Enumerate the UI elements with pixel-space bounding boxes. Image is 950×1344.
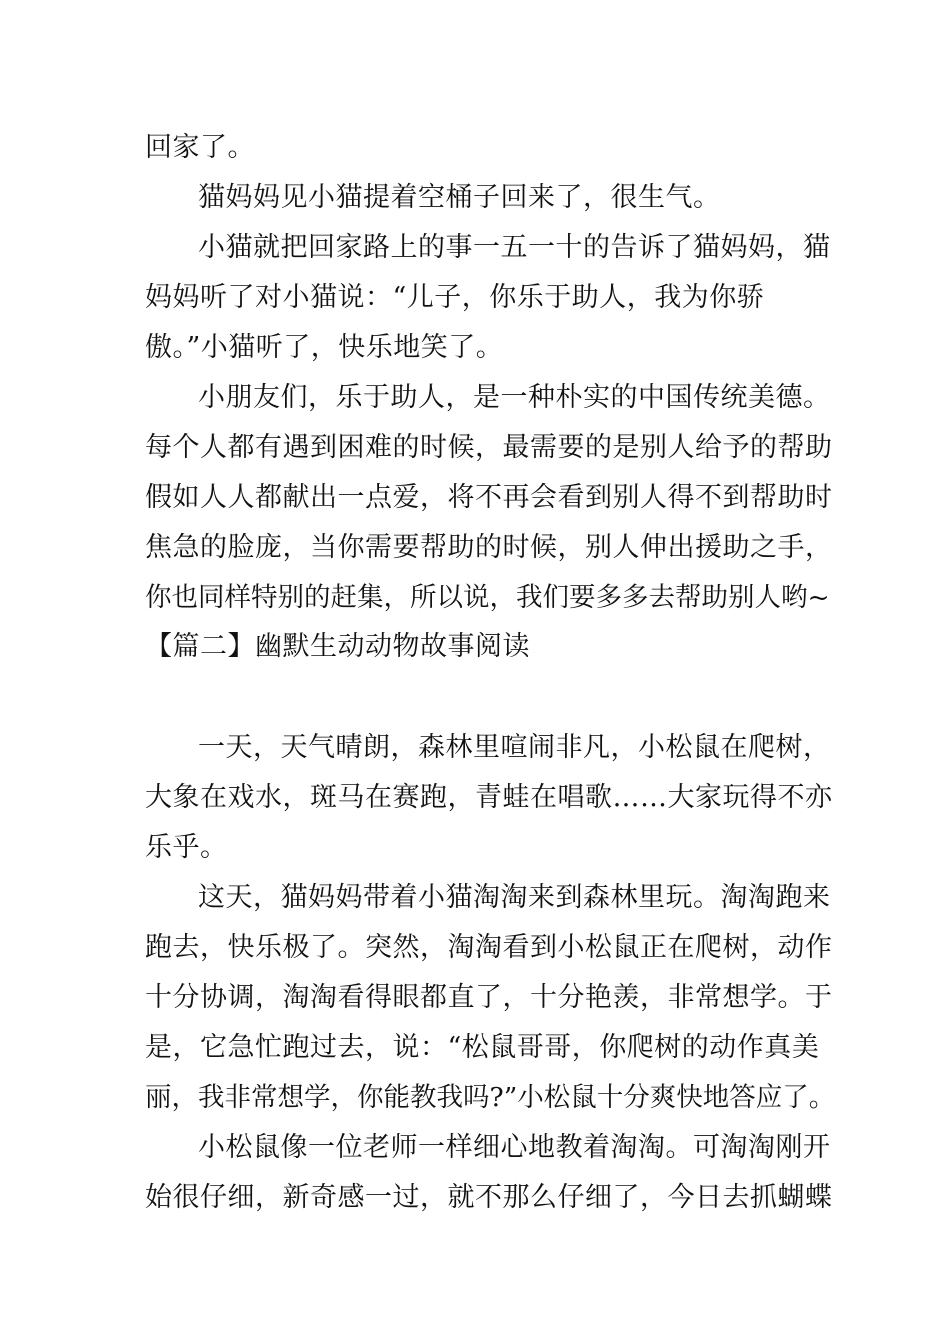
text-line: 你也同样特别的赶集，所以说，我们要多多去帮助别人哟~ xyxy=(145,582,830,613)
text-line: 是，它急忙跑过去，说：“松鼠哥哥，你爬树的动作真美 xyxy=(145,1032,820,1063)
text-line: 乐乎。 xyxy=(145,832,228,863)
text-line: 丽，我非常想学，你能教我吗?”小松鼠十分爽快地答应了。 xyxy=(145,1082,836,1113)
text-line: 猫妈妈见小猫提着空桶子回来了，很生气。 xyxy=(198,182,721,213)
text-line: 小朋友们，乐于助人，是一种朴实的中国传统美德。 xyxy=(198,382,831,413)
text-line: 跑去，快乐极了。突然，淘淘看到小松鼠正在爬树，动作 xyxy=(145,932,833,963)
text-line: 焦急的脸庞，当你需要帮助的时候，别人伸出援助之手， xyxy=(145,532,833,563)
text-line: 妈妈听了对小猫说：“儿子，你乐于助人，我为你骄 xyxy=(145,282,765,313)
text-line: 傲。”小猫听了，快乐地笑了。 xyxy=(145,332,504,363)
text-line: 小猫就把回家路上的事一五一十的告诉了猫妈妈，猫 xyxy=(198,232,831,263)
text-line: 这天，猫妈妈带着小猫淘淘来到森林里玩。淘淘跑来 xyxy=(198,882,831,913)
text-line: 小松鼠像一位老师一样细心地教着淘淘。可淘淘刚开 xyxy=(198,1132,831,1163)
text-line: 回家了。 xyxy=(145,132,255,163)
text-line: 始很仔细，新奇感一过，就不那么仔细了，今日去抓蝴蝶 xyxy=(145,1182,833,1213)
text-line: 十分协调，淘淘看得眼都直了，十分艳羡，非常想学。于 xyxy=(145,982,833,1013)
text-line: 大象在戏水，斑马在赛跑，青蛙在唱歌……大家玩得不亦 xyxy=(145,782,833,813)
section-heading: 【篇二】幽默生动动物故事阅读 xyxy=(145,631,530,662)
text-line: 每个人都有遇到困难的时候，最需要的是别人给予的帮助 xyxy=(145,432,833,463)
text-line: 假如人人都献出一点爱，将不再会看到别人得不到帮助时 xyxy=(145,482,833,513)
text-line: 一天，天气晴朗，森林里喧闹非凡，小松鼠在爬树， xyxy=(198,732,831,763)
